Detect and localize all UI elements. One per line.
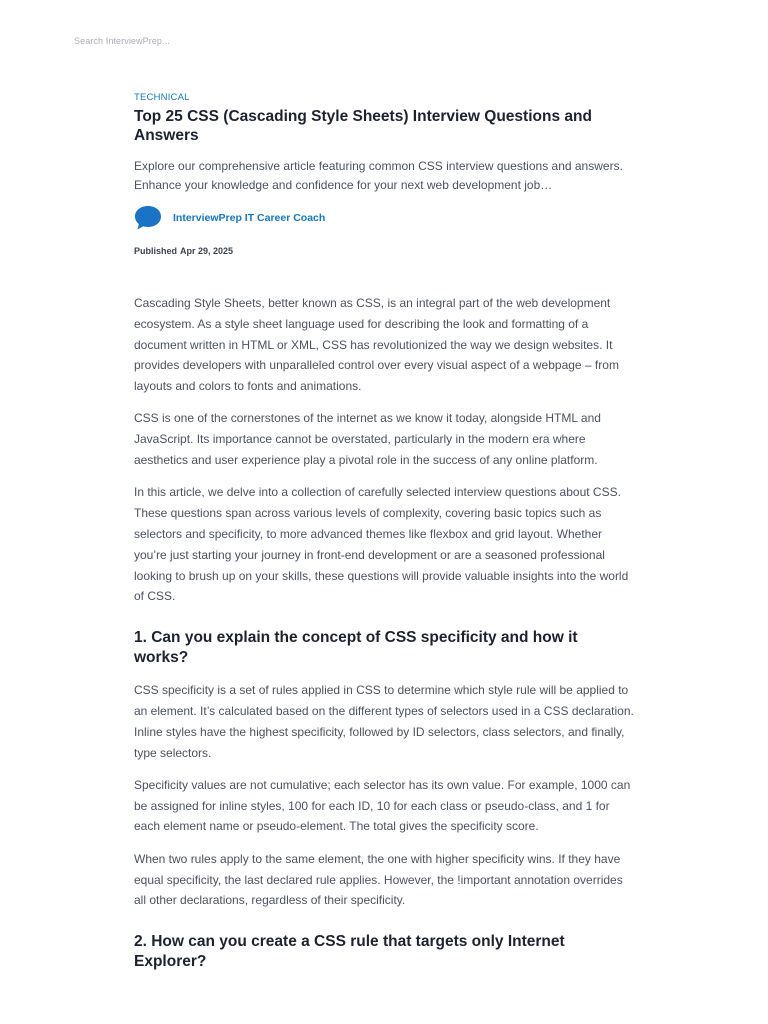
intro-paragraph: CSS is one of the cornerstones of the internet as we know it today, alongside HTML and JavaScript. Its importance cannot be overstated, particularly in the modern era where aesthetics and user experience play a pivotal role in the success of any online platform.	[134, 411, 601, 468]
category-link[interactable]: TECHNICAL	[134, 92, 190, 103]
answer-paragraph: CSS specificity is a set of rules applied in CSS to determine which style rule will be applied to an element. It’s calculated based on the different types of selectors used in a CSS declaration. Inline styles have the highest specificity, followed by ID selectors, class selectors, and finally, type selectors.	[134, 683, 634, 760]
search-input[interactable]: Search InterviewPrep...	[74, 36, 170, 46]
article-title: Top 25 CSS (Cascading Style Sheets) Interview Questions and Answers	[134, 108, 592, 144]
answer-paragraph: When two rules apply to the same element, the one with higher specificity wins. If they have equal specificity, the last declared rule applies. However, the !important annotation overrides all other declarations, regardless of their specificity.	[134, 851, 623, 908]
published-date	[134, 246, 634, 256]
question-heading: 2. How can you create a CSS rule that targets only Internet Explorer?	[134, 933, 565, 971]
intro-paragraph: Cascading Style Sheets, better known as CSS, is an integral part of the web development ecosystem. As a style sheet language used for describing the look and formatting of a document written in HTML or XML, CSS has revolutionized the way we design websites. It provides developers with unparalleled control over every visual aspect of a webpage – from layouts and colors to fonts and animations.	[134, 296, 619, 394]
intro-paragraph: In this article, we delve into a collection of carefully selected interview questions about CSS. These questions span across various levels of complexity, covering basic topics such as selectors and specificity, to more advanced themes like flexbox and grid layout. Whether you’re just starting your journey in front-end development or are a seasoned professional looking to brush up on your skills, these questions will provide valuable insights into the world of CSS.	[134, 485, 629, 604]
published-label: Published	[134, 246, 178, 256]
article	[134, 92, 634, 984]
article-body	[134, 293, 634, 972]
author-block	[134, 204, 634, 232]
answer-paragraph: Specificity values are not cumulative; each selector has its own value. For example, 1000 can be assigned for inline styles, 100 for each ID, 10 for each class or pseudo-class, and 1 for each element name or pseudo-element. The total gives the specificity score.	[134, 777, 631, 834]
question-heading: 1. Can you explain the concept of CSS specificity and how it works?	[134, 629, 578, 667]
article-summary: Explore our comprehensive article featuring common CSS interview questions and answers. Enhance your knowledge and confidence for your next web development job…	[134, 159, 623, 192]
author-link[interactable]: InterviewPrep IT Career Coach	[173, 212, 326, 224]
published-value: Apr 29, 2025	[180, 246, 234, 256]
speech-bubble-avatar-icon	[134, 205, 162, 231]
